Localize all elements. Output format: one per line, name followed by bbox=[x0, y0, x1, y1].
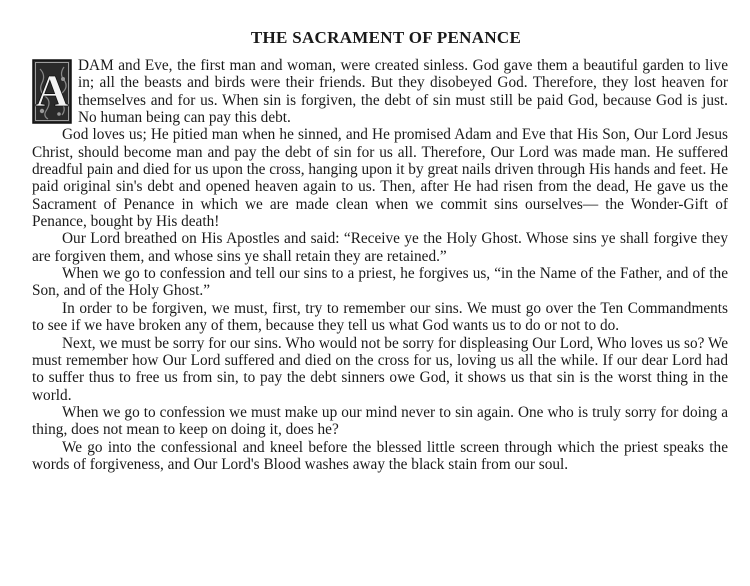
body-text bbox=[32, 57, 728, 473]
paragraph-6: Next, we must be sorry for our sins. Who would not be sorry for displeasing Our Lord, Who loves us so? We must remember how Our Lord suffered and died on the cross for us, loving us all the while. If our dear Lord had to suffer thus to free us from sin, to pay the debt sinners owe God, it shows us that sin is the worst thing in the world. bbox=[32, 334, 728, 404]
paragraph-2: God loves us; He pitied man when he sinned, and He promised Adam and Eve that His Son, Our Lord Jesus Christ, should become man and pay the debt of sin for us all. Therefore, Our Lord was made man. He suffered dreadful pain and died for us upon the cross, hanging upon it by great nails driven through His hands and feet. He paid original sin's debt and opened heaven again to us. Then, after He had risen from the dead, He gave us the Sacrament of Penance in which we are made clean when we commit sins ourselves— the Wonder-Gift of Penance, bought by His death! bbox=[32, 126, 728, 231]
paragraph-1 bbox=[32, 57, 728, 126]
paragraph-5: In order to be forgiven, we must, first, try to remember our sins. We must go over the Ten Commandments to see if we have broken any of them, because they tell us what God wants us to do or not to do. bbox=[32, 299, 728, 335]
paragraph-text: DAM and Eve, the first man and woman, were created sinless. God gave them a beautiful garden to live in; all the beasts and birds were their friends. But they disobeyed God. Therefore, they lost heaven for themselves and for us. When sin is forgiven, the debt of sin must still be paid God, because God is just. No human being can pay this debt. bbox=[78, 57, 728, 127]
paragraph-8: We go into the confessional and kneel before the blessed little screen through which the priest speaks the words of forgiveness, and Our Lord's Blood washes away the black stain from our soul. bbox=[32, 438, 728, 473]
paragraph-4: When we go to confession and tell our sins to a priest, he forgives us, “in the Name of the Father, and of the Son, and of the Holy Ghost.” bbox=[32, 265, 728, 300]
drop-cap-letter: A bbox=[35, 65, 69, 116]
paragraph-3: Our Lord breathed on His Apostles and said: “Receive ye the Holy Ghost. Whose sins ye shall forgive they are forgiven them, and whose sins ye shall retain they are retained.” bbox=[32, 230, 728, 265]
ornamental-drop-cap bbox=[32, 59, 72, 124]
paragraph-7: When we go to confession we must make up our mind never to sin again. One who is truly sorry for doing a thing, does not mean to keep on doing it, does he? bbox=[32, 403, 728, 439]
page-title: THE SACRAMENT OF PENANCE bbox=[250, 28, 522, 47]
drop-cap-ornament-icon bbox=[32, 59, 72, 124]
